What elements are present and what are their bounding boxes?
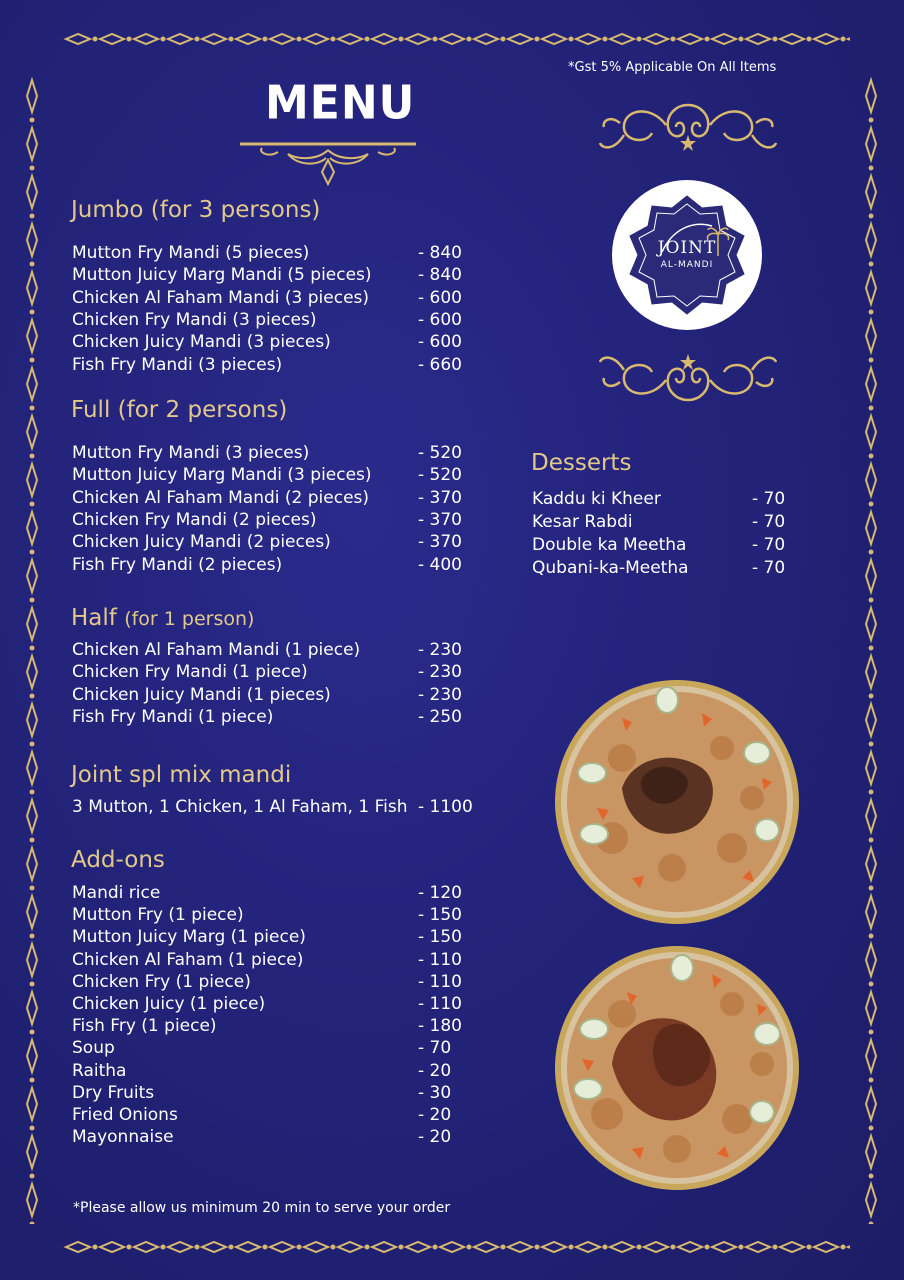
addons-item-name: Raitha	[72, 1060, 127, 1081]
addons-item-price: - 110	[418, 971, 462, 992]
title-flourish-ornament	[238, 138, 418, 188]
half-heading-main: Half	[71, 605, 117, 631]
jumbo-heading: Jumbo (for 3 persons)	[71, 197, 321, 223]
left-border-ornament	[25, 74, 39, 1224]
jumbo-item-name: Fish Fry Mandi (3 pieces)	[72, 354, 283, 375]
right-border-ornament	[864, 74, 878, 1224]
desserts-item-name: Double ka Meetha	[532, 535, 687, 555]
special-item-name: 3 Mutton, 1 Chicken, 1 Al Faham, 1 Fish	[72, 797, 408, 817]
jumbo-item-price: - 600	[418, 287, 462, 308]
half-item-name: Fish Fry Mandi (1 piece)	[72, 706, 274, 727]
addons-item-name: Fried Onions	[72, 1105, 178, 1125]
addons-item-name: Mutton Juicy Marg (1 piece)	[72, 927, 306, 948]
jumbo-item-name: Chicken Juicy Mandi (3 pieces)	[72, 332, 331, 353]
desserts-item-name: Kaddu ki Kheer	[532, 489, 661, 509]
desserts-item-price: - 70	[752, 558, 786, 578]
addons-item-name: Chicken Al Faham (1 piece)	[72, 949, 304, 970]
full-heading: Full (for 2 persons)	[71, 397, 288, 423]
addons-item-price: - 120	[418, 883, 462, 903]
half-item-price: - 230	[418, 640, 462, 660]
half-item-name: Chicken Juicy Mandi (1 pieces)	[72, 684, 331, 705]
footer-note: *Please allow us minimum 20 min to serve your order	[73, 1200, 451, 1216]
full-item-name: Chicken Al Faham Mandi (2 pieces)	[72, 487, 370, 508]
page-title: MENU	[265, 76, 416, 131]
addons-item-name: Dry Fruits	[72, 1082, 155, 1103]
full-item-name: Mutton Fry Mandi (3 pieces)	[72, 443, 310, 463]
jumbo-item-price: - 840	[418, 243, 462, 263]
half-item-price: - 250	[418, 706, 462, 727]
full-item-price: - 400	[418, 554, 462, 575]
mandi-plate-image-1	[552, 678, 802, 926]
addons-item-price: - 20	[418, 1105, 452, 1125]
addons-item-name: Mutton Fry (1 piece)	[72, 905, 244, 926]
full-item-name: Mutton Juicy Marg Mandi (3 pieces)	[72, 465, 372, 486]
addons-item-price: - 70	[418, 1038, 452, 1059]
desserts-item-name: Qubani-ka-Meetha	[532, 558, 689, 578]
addons-item-name: Fish Fry (1 piece)	[72, 1016, 217, 1037]
addons-item-price: - 150	[418, 927, 462, 948]
desserts-item-price: - 70	[752, 512, 786, 532]
addons-item-name: Mandi rice	[72, 883, 161, 903]
full-item-price: - 520	[418, 443, 462, 463]
top-border-ornament	[58, 32, 850, 46]
logo-subtext: AL-MANDI	[660, 260, 714, 270]
jumbo-item-name: Chicken Al Faham Mandi (3 pieces)	[72, 287, 370, 308]
desserts-item-price: - 70	[752, 535, 786, 555]
addons-item-price: - 20	[418, 1127, 452, 1148]
gst-note: *Gst 5% Applicable On All Items	[568, 60, 777, 75]
top-flourish-ornament	[596, 95, 780, 165]
bottom-flourish-ornament	[596, 340, 780, 410]
addons-item-price: - 30	[418, 1082, 452, 1103]
jumbo-item-price: - 840	[418, 265, 462, 286]
jumbo-item-name: Mutton Juicy Marg Mandi (5 pieces)	[72, 265, 372, 286]
addons-item-price: - 150	[418, 905, 462, 926]
addons-item-name: Mayonnaise	[72, 1127, 174, 1148]
desserts-heading: Desserts	[531, 450, 632, 476]
bottom-border-ornament	[58, 1240, 850, 1254]
half-item-price: - 230	[418, 684, 462, 705]
restaurant-logo	[612, 180, 762, 330]
full-item-price: - 370	[418, 532, 462, 553]
half-item-name: Chicken Al Faham Mandi (1 piece)	[72, 640, 361, 660]
jumbo-item-name: Chicken Fry Mandi (3 pieces)	[72, 309, 317, 330]
full-item-name: Chicken Fry Mandi (2 pieces)	[72, 509, 317, 530]
half-item-price: - 230	[418, 662, 462, 683]
jumbo-item-price: - 600	[418, 309, 462, 330]
special-heading: Joint spl mix mandi	[71, 762, 292, 788]
full-item-name: Chicken Juicy Mandi (2 pieces)	[72, 532, 331, 553]
full-item-price: - 370	[418, 487, 462, 508]
half-heading	[71, 605, 254, 631]
addons-item-name: Chicken Fry (1 piece)	[72, 971, 251, 992]
addons-item-price: - 20	[418, 1060, 452, 1081]
addons-item-price: - 180	[418, 1016, 462, 1037]
addons-item-price: - 110	[418, 994, 462, 1014]
jumbo-item-price: - 600	[418, 332, 462, 353]
desserts-item-name: Kesar Rabdi	[532, 512, 633, 532]
half-item-name: Chicken Fry Mandi (1 piece)	[72, 662, 308, 683]
addons-heading: Add-ons	[71, 847, 165, 873]
mandi-plate-image-2	[552, 944, 802, 1192]
logo-text: JOINT	[657, 238, 717, 258]
jumbo-item-name: Mutton Fry Mandi (5 pieces)	[72, 243, 310, 263]
half-heading-sub: (for 1 person)	[124, 608, 255, 630]
special-item-price: - 1100	[418, 797, 473, 817]
desserts-item-price: - 70	[752, 489, 786, 509]
full-item-price: - 370	[418, 509, 462, 530]
addons-item-price: - 110	[418, 949, 462, 970]
addons-item-name: Chicken Juicy (1 piece)	[72, 994, 266, 1014]
jumbo-item-price: - 660	[418, 354, 462, 375]
addons-item-name: Soup	[72, 1038, 115, 1059]
full-item-name: Fish Fry Mandi (2 pieces)	[72, 554, 283, 575]
full-item-price: - 520	[418, 465, 462, 486]
